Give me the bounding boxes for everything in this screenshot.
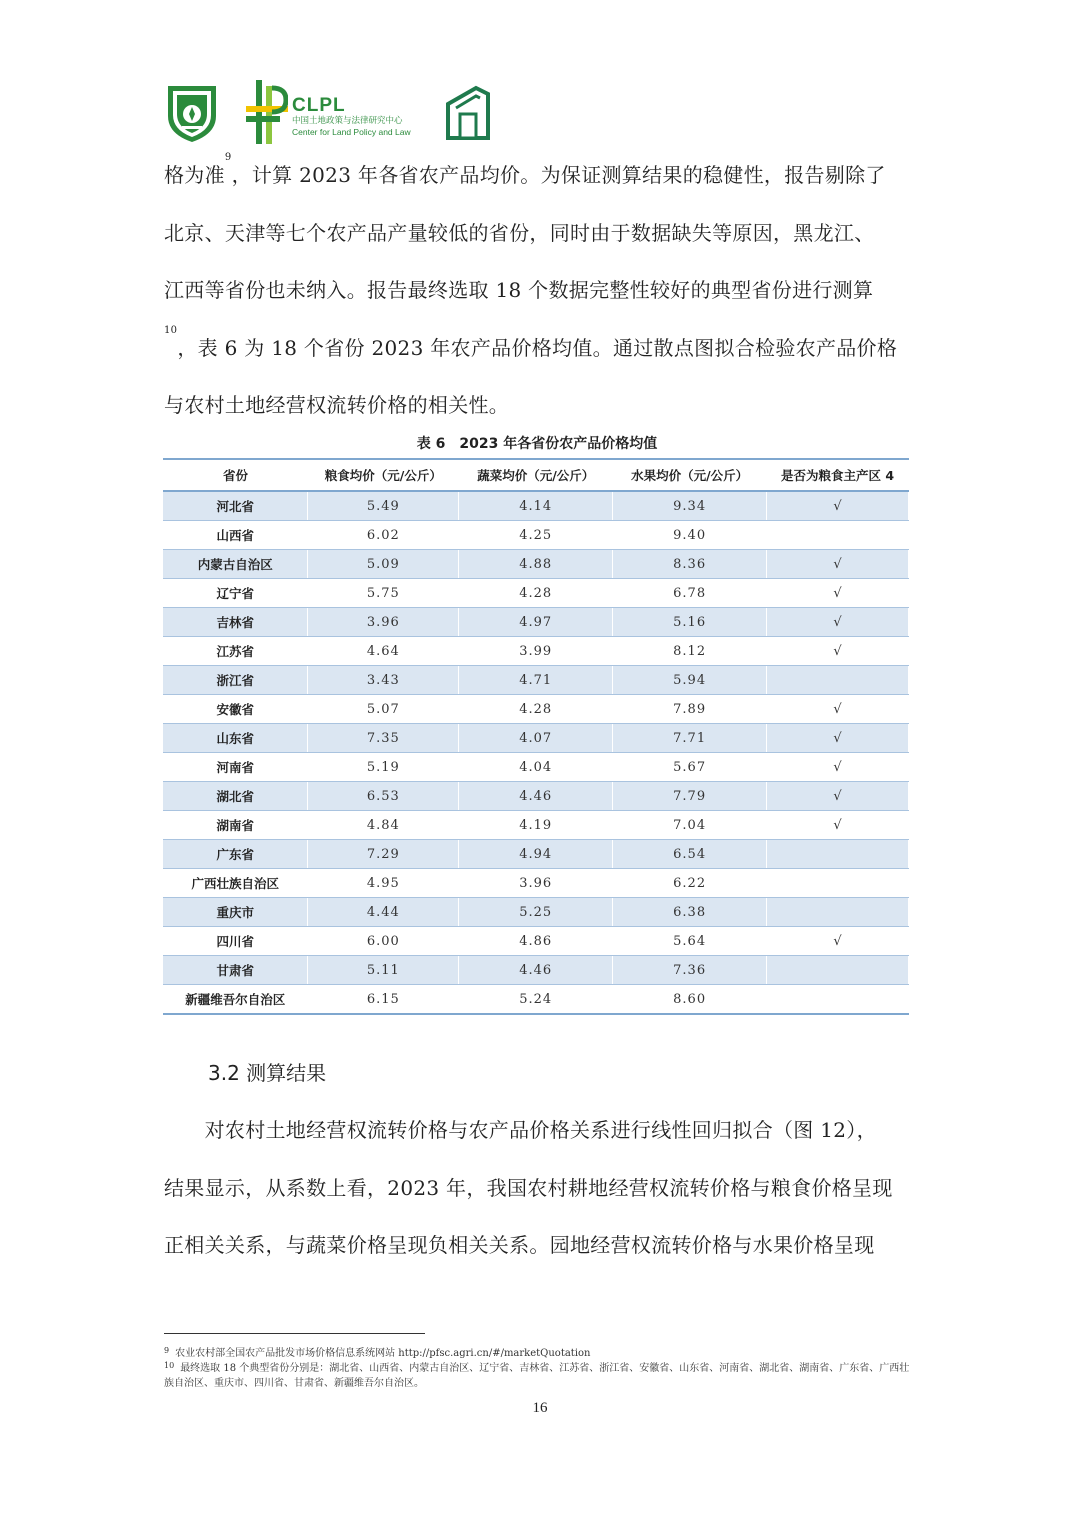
- table-row: [163, 579, 909, 608]
- grain-price-cell: 3.96: [308, 608, 459, 637]
- table-row: [163, 985, 909, 1015]
- footnote-text: 农业农村部全国农产品批发市场价格信息系统网站 http://pfsc.agri.cn/#/marketQuotation: [175, 1348, 591, 1359]
- vegetable-price-cell: 4.46: [459, 782, 613, 811]
- province-cell: 四川省: [163, 927, 308, 956]
- text-line: 格为准$^9$，计算 2023 年各省农产品均价。为保证测算结果的稳健性，报告剔除了: [164, 152, 886, 187]
- grain-price-cell: 5.75: [308, 579, 459, 608]
- vegetable-price-cell: 4.14: [459, 491, 613, 521]
- main-area-check-cell: √: [767, 579, 909, 608]
- fruit-price-cell: 7.89: [613, 695, 767, 724]
- clpl-english-name: Center for Land Policy and Law: [292, 127, 411, 137]
- fruit-price-cell: 8.60: [613, 985, 767, 1015]
- header-vegetable-price: 蔬菜均价（元/公斤）: [459, 459, 613, 491]
- main-area-check-cell: √: [767, 811, 909, 840]
- table-row: [163, 491, 909, 521]
- vegetable-price-cell: 4.25: [459, 521, 613, 550]
- vegetable-price-cell: 4.97: [459, 608, 613, 637]
- grain-price-cell: 4.95: [308, 869, 459, 898]
- footnote-text: 最终选取 18 个典型省份分别是：湖北省、山西省、内蒙古自治区、辽宁省、吉林省、江苏省、浙江省、安徽省、山东省、河南省、湖北省、湖南省、广东省、广西壮族自治区、重庆市、四川省、甘肃省、新疆维吾尔自治区。: [164, 1363, 910, 1389]
- footnote-ref-10: 10: [164, 324, 178, 336]
- grain-price-cell: 7.35: [308, 724, 459, 753]
- footnote-10: [164, 1361, 916, 1391]
- fruit-price-cell: 9.40: [613, 521, 767, 550]
- main-area-check-cell: [767, 956, 909, 985]
- table-row: [163, 927, 909, 956]
- fruit-price-cell: 6.22: [613, 869, 767, 898]
- main-area-check-cell: √: [767, 608, 909, 637]
- clpl-logo-icon: [246, 80, 288, 144]
- text-line: 江西等省份也未纳入。报告最终选取 18 个数据完整性较好的典型省份进行测算: [164, 278, 874, 302]
- fruit-price-cell: 7.79: [613, 782, 767, 811]
- university-logo: [164, 82, 220, 144]
- grain-price-cell: 5.11: [308, 956, 459, 985]
- footnote-number: 9: [164, 1346, 170, 1355]
- table-row: [163, 956, 909, 985]
- vegetable-price-cell: 4.07: [459, 724, 613, 753]
- grain-price-cell: 6.15: [308, 985, 459, 1015]
- main-area-check-cell: √: [767, 695, 909, 724]
- footnotes: [164, 1346, 916, 1391]
- province-cell: 湖南省: [163, 811, 308, 840]
- vegetable-price-cell: 4.28: [459, 579, 613, 608]
- table-row: [163, 695, 909, 724]
- province-cell: 广西壮族自治区: [163, 869, 308, 898]
- clpl-logo-text: [292, 96, 432, 138]
- vegetable-price-cell: 4.94: [459, 840, 613, 869]
- clpl-title: CLPL: [292, 95, 346, 116]
- header-grain-price: 粮食均价（元/公斤）: [308, 459, 459, 491]
- fruit-price-cell: 8.36: [613, 550, 767, 579]
- main-area-check-cell: √: [767, 782, 909, 811]
- grain-price-cell: 4.84: [308, 811, 459, 840]
- section-heading: 3.2 测算结果: [208, 1061, 327, 1085]
- province-cell: 河北省: [163, 491, 308, 521]
- text-line: 正相关关系，与蔬菜价格呈现负相关关系。园地经营权流转价格与水果价格呈现: [164, 1233, 875, 1257]
- grain-price-cell: 3.43: [308, 666, 459, 695]
- province-cell: 吉林省: [163, 608, 308, 637]
- main-area-check-cell: [767, 985, 909, 1015]
- grain-price-cell: 5.19: [308, 753, 459, 782]
- footnote-ref-9: 9: [224, 152, 232, 163]
- province-cell: 安徽省: [163, 695, 308, 724]
- vegetable-price-cell: 4.86: [459, 927, 613, 956]
- province-cell: 山西省: [163, 521, 308, 550]
- province-cell: 广东省: [163, 840, 308, 869]
- grain-price-cell: 6.00: [308, 927, 459, 956]
- fruit-price-cell: 6.54: [613, 840, 767, 869]
- table-row: [163, 753, 909, 782]
- header-fruit-price: 水果均价（元/公斤）: [613, 459, 767, 491]
- fruit-price-cell: 6.38: [613, 898, 767, 927]
- main-area-check-cell: √: [767, 753, 909, 782]
- page-number: 16: [532, 1400, 548, 1416]
- fruit-price-cell: 9.34: [613, 491, 767, 521]
- table-row: [163, 811, 909, 840]
- fruit-price-cell: 8.12: [613, 637, 767, 666]
- vegetable-price-cell: 4.46: [459, 956, 613, 985]
- table-caption: 表 6 2023 年各省份农产品价格均值: [416, 436, 658, 452]
- province-cell: 重庆市: [163, 898, 308, 927]
- main-area-check-cell: [767, 898, 909, 927]
- main-area-check-cell: √: [767, 637, 909, 666]
- province-cell: 山东省: [163, 724, 308, 753]
- main-area-check-cell: √: [767, 550, 909, 579]
- province-cell: 新疆维吾尔自治区: [163, 985, 308, 1015]
- vegetable-price-cell: 4.88: [459, 550, 613, 579]
- vegetable-price-cell: 4.19: [459, 811, 613, 840]
- results-paragraph: [164, 1102, 916, 1275]
- grain-price-cell: 5.09: [308, 550, 459, 579]
- fruit-price-cell: 7.04: [613, 811, 767, 840]
- province-cell: 湖北省: [163, 782, 308, 811]
- table-row: [163, 666, 909, 695]
- fruit-price-cell: 5.16: [613, 608, 767, 637]
- header-main-grain-area: 是否为粮食主产区 4: [767, 459, 909, 491]
- table-row: [163, 782, 909, 811]
- fruit-price-cell: 7.71: [613, 724, 767, 753]
- province-cell: 江苏省: [163, 637, 308, 666]
- table-row: [163, 637, 909, 666]
- table-row: [163, 869, 909, 898]
- table-row: [163, 898, 909, 927]
- vegetable-price-cell: 4.28: [459, 695, 613, 724]
- grain-price-cell: 6.02: [308, 521, 459, 550]
- main-area-check-cell: [767, 666, 909, 695]
- main-area-check-cell: [767, 840, 909, 869]
- main-area-check-cell: √: [767, 491, 909, 521]
- grain-price-cell: 6.53: [308, 782, 459, 811]
- table-header-row: [163, 459, 909, 491]
- main-area-check-cell: [767, 521, 909, 550]
- vegetable-price-cell: 4.71: [459, 666, 613, 695]
- main-area-check-cell: √: [767, 927, 909, 956]
- province-cell: 河南省: [163, 753, 308, 782]
- text-line: 与农村土地经营权流转价格的相关性。: [164, 393, 510, 417]
- table-row: [163, 840, 909, 869]
- grain-price-cell: 4.64: [308, 637, 459, 666]
- province-cell: 浙江省: [163, 666, 308, 695]
- footnote-number: 10: [164, 1361, 175, 1370]
- text-line: 北京、天津等七个农产品产量较低的省份，同时由于数据缺失等原因，黑龙江、: [164, 220, 875, 245]
- vegetable-price-cell: 3.96: [459, 869, 613, 898]
- grain-price-cell: 5.07: [308, 695, 459, 724]
- text-line: 对农村土地经营权流转价格与农产品价格关系进行线性回归拟合（图 12），: [164, 1118, 877, 1142]
- clpl-chinese-name: 中国土地政策与法律研究中心: [292, 116, 403, 126]
- province-cell: 内蒙古自治区: [163, 550, 308, 579]
- footnote-divider: [164, 1333, 425, 1334]
- text-line: $^{10}$，表 6 为 18 个省份 2023 年农产品价格均值。通过散点图拟合检验农产品价格: [164, 324, 898, 360]
- grain-price-cell: 7.29: [308, 840, 459, 869]
- fruit-price-cell: 6.78: [613, 579, 767, 608]
- fruit-price-cell: 5.94: [613, 666, 767, 695]
- fruit-price-cell: 5.64: [613, 927, 767, 956]
- main-area-check-cell: [767, 869, 909, 898]
- vegetable-price-cell: 5.24: [459, 985, 613, 1015]
- grain-price-cell: 4.44: [308, 898, 459, 927]
- vegetable-price-cell: 5.25: [459, 898, 613, 927]
- vegetable-price-cell: 4.04: [459, 753, 613, 782]
- header-province: 省份: [163, 459, 308, 491]
- text-line: 结果显示，从系数上看，2023 年，我国农村耕地经营权流转价格与粮食价格呈现: [164, 1175, 893, 1200]
- table-row: [163, 724, 909, 753]
- intro-paragraph: [164, 147, 916, 435]
- footnote-9: [164, 1346, 916, 1361]
- building-logo-icon: [446, 84, 490, 140]
- fruit-price-cell: 5.67: [613, 753, 767, 782]
- table-row: [163, 521, 909, 550]
- main-area-check-cell: √: [767, 724, 909, 753]
- table-row: [163, 608, 909, 637]
- fruit-price-cell: 7.36: [613, 956, 767, 985]
- price-table: [163, 458, 909, 1015]
- grain-price-cell: 5.49: [308, 491, 459, 521]
- vegetable-price-cell: 3.99: [459, 637, 613, 666]
- table-row: [163, 550, 909, 579]
- province-cell: 辽宁省: [163, 579, 308, 608]
- province-cell: 甘肃省: [163, 956, 308, 985]
